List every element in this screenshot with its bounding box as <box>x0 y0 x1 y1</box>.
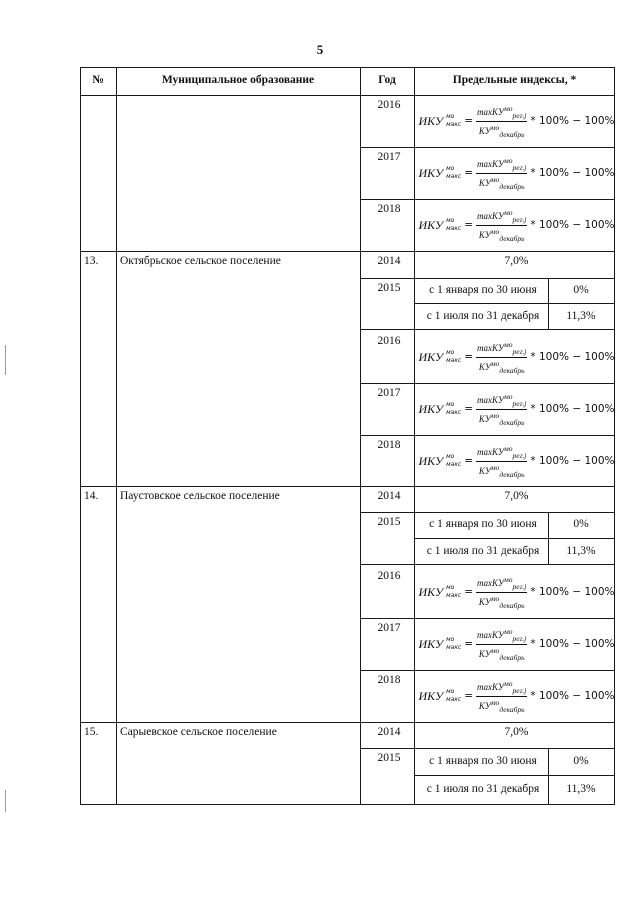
formula-numer-sub: рег.j <box>512 214 527 224</box>
formula-eq: = <box>464 219 474 231</box>
year-cell: 2016 <box>377 99 401 111</box>
formula-sup: мо <box>446 688 455 695</box>
formula-denom-sub: декабрь <box>499 181 525 191</box>
formula-denominator <box>479 410 525 428</box>
formula-numer-sub: рег.j <box>512 398 527 408</box>
formula-numer-sup: мо <box>503 626 513 636</box>
formula-numerator <box>476 443 527 462</box>
formula-lhs: ИКУ <box>418 113 444 128</box>
formula-numer-text: maxКУ <box>477 577 504 588</box>
formula-fraction <box>476 103 527 140</box>
formula-lhs-indices <box>446 217 461 233</box>
row-divider <box>360 435 615 436</box>
period-label: с 1 января по 30 июня <box>429 755 537 767</box>
formula-numerator <box>476 678 527 697</box>
formula-numer-sup: мо <box>503 155 513 165</box>
row-divider <box>360 199 615 200</box>
row-divider <box>360 564 615 565</box>
formula-sup: мо <box>446 349 455 356</box>
formula-lhs-indices <box>446 349 461 365</box>
formula-denom-sub: декабрь <box>499 365 525 375</box>
formula-lhs-indices <box>446 453 461 469</box>
formula-numer-text: maxКУ <box>477 681 504 692</box>
formula-denom-sup: мо <box>490 174 500 184</box>
period-value: 11,3% <box>566 545 596 557</box>
row-divider <box>414 775 615 776</box>
formula-lhs-indices <box>446 636 461 652</box>
formula-eq: = <box>464 638 474 650</box>
formula-numer-sub: рег.j <box>512 162 527 172</box>
formula-numerator <box>476 155 527 174</box>
formula-numer-sup: мо <box>503 443 513 453</box>
formula-eq: = <box>464 351 474 363</box>
period-value: 0% <box>573 284 589 296</box>
period-label: с 1 января по 30 июня <box>429 284 537 296</box>
formula-denom-sub: декабрь <box>499 233 525 243</box>
municipality-name: Октябрьское сельское поселение <box>120 255 281 267</box>
row-number: 14. <box>84 490 99 502</box>
index-formula <box>418 389 615 429</box>
row-divider <box>360 147 615 148</box>
formula-rhs: * 100% − 100% <box>530 167 615 179</box>
formula-denom-sup: мо <box>490 410 500 420</box>
row-divider <box>360 670 615 671</box>
formula-fraction <box>476 626 527 663</box>
formula-denom-sub: декабрь <box>499 600 525 610</box>
header-num: № <box>92 74 104 86</box>
formula-fraction <box>476 339 527 376</box>
year-cell: 2016 <box>377 570 401 582</box>
formula-denominator <box>479 226 525 244</box>
formula-sub: макс <box>446 173 462 180</box>
row-number: 15. <box>84 726 99 738</box>
header-municipality: Муниципальное образование <box>161 74 315 86</box>
formula-numer-sub: рег.j <box>512 450 527 460</box>
formula-sub: макс <box>446 461 462 468</box>
index-formula <box>418 441 615 481</box>
period-label: с 1 июля по 31 декабря <box>426 783 540 795</box>
formula-denom-sup: мо <box>490 645 500 655</box>
period-value: 11,3% <box>566 783 596 795</box>
formula-rhs: * 100% − 100% <box>530 115 615 127</box>
year-cell: 2015 <box>377 752 401 764</box>
index-value: 7,0% <box>504 490 529 502</box>
index-value: 7,0% <box>504 726 529 738</box>
formula-numer-text: maxКУ <box>477 210 504 221</box>
period-label: с 1 июля по 31 декабря <box>426 310 540 322</box>
row-divider <box>414 538 615 539</box>
formula-denominator <box>479 174 525 192</box>
formula-eq: = <box>464 586 474 598</box>
formula-denominator <box>479 358 525 376</box>
row-divider <box>360 278 615 279</box>
row-number: 13. <box>84 255 99 267</box>
formula-denom-sub: декабрь <box>499 469 525 479</box>
formula-denominator <box>479 593 525 611</box>
row-divider <box>360 512 615 513</box>
formula-denominator <box>479 697 525 715</box>
formula-lhs-indices <box>446 401 461 417</box>
index-table <box>80 67 615 805</box>
formula-numer-sup: мо <box>503 339 513 349</box>
formula-denom-text: КУ <box>478 125 491 136</box>
period-value: 0% <box>573 755 589 767</box>
formula-numer-sup: мо <box>503 574 513 584</box>
formula-rhs: * 100% − 100% <box>530 690 615 702</box>
formula-denominator <box>479 122 525 140</box>
formula-denom-text: КУ <box>478 361 491 372</box>
formula-rhs: * 100% − 100% <box>530 403 615 415</box>
formula-lhs-indices <box>446 688 461 704</box>
formula-lhs: ИКУ <box>418 349 444 364</box>
formula-sub: макс <box>446 409 462 416</box>
formula-denom-text: КУ <box>478 229 491 240</box>
formula-numer-sub: рег.j <box>512 110 527 120</box>
formula-lhs: ИКУ <box>418 636 444 651</box>
formula-numerator <box>476 103 527 122</box>
formula-numer-sub: рег.j <box>512 581 527 591</box>
year-cell: 2018 <box>377 203 401 215</box>
page-number: 5 <box>316 42 324 57</box>
formula-eq: = <box>464 403 474 415</box>
year-cell: 2017 <box>377 622 401 634</box>
formula-lhs-indices <box>446 113 461 129</box>
year-cell: 2017 <box>377 387 401 399</box>
row-divider <box>80 251 615 252</box>
formula-fraction <box>476 391 527 428</box>
formula-denom-text: КУ <box>478 700 491 711</box>
formula-sup: мо <box>446 453 455 460</box>
formula-rhs: * 100% − 100% <box>530 351 615 363</box>
col-divider-mun <box>360 67 361 805</box>
header-index: Предельные индексы, * <box>452 74 577 86</box>
formula-denom-sup: мо <box>490 122 500 132</box>
formula-numer-sup: мо <box>503 207 513 217</box>
formula-fraction <box>476 155 527 192</box>
formula-lhs: ИКУ <box>418 453 444 468</box>
formula-sub: макс <box>446 225 462 232</box>
formula-lhs: ИКУ <box>418 584 444 599</box>
table-border-left <box>80 67 81 805</box>
period-label: с 1 января по 30 июня <box>429 518 537 530</box>
index-formula <box>418 572 615 612</box>
period-value: 11,3% <box>566 310 596 322</box>
formula-sub: макс <box>446 357 462 364</box>
year-cell: 2018 <box>377 674 401 686</box>
formula-denominator <box>479 645 525 663</box>
formula-denom-sub: декабрь <box>499 652 525 662</box>
year-cell: 2014 <box>377 726 401 738</box>
formula-numer-text: maxКУ <box>477 629 504 640</box>
formula-denom-text: КУ <box>478 413 491 424</box>
formula-sub: макс <box>446 121 462 128</box>
table-border-top <box>80 67 615 68</box>
row-divider <box>414 303 615 304</box>
year-cell: 2017 <box>377 151 401 163</box>
scan-margin-mark <box>5 790 6 812</box>
formula-numer-text: maxКУ <box>477 106 504 117</box>
formula-sup: мо <box>446 113 455 120</box>
formula-numer-sup: мо <box>503 103 513 113</box>
municipality-name: Сарыевское сельское поселение <box>120 726 277 738</box>
row-divider <box>360 329 615 330</box>
formula-sub: макс <box>446 592 462 599</box>
formula-denom-sub: декабрь <box>499 129 525 139</box>
formula-rhs: * 100% − 100% <box>530 219 615 231</box>
formula-numer-sup: мо <box>503 678 513 688</box>
index-formula <box>418 337 615 377</box>
formula-fraction <box>476 678 527 715</box>
formula-lhs: ИКУ <box>418 217 444 232</box>
formula-numerator <box>476 574 527 593</box>
row-divider <box>360 618 615 619</box>
formula-denom-sup: мо <box>490 462 500 472</box>
row-divider <box>360 748 615 749</box>
formula-numer-sub: рег.j <box>512 633 527 643</box>
row-divider <box>80 486 615 487</box>
formula-lhs-indices <box>446 584 461 600</box>
formula-lhs-indices <box>446 165 461 181</box>
formula-numer-text: maxКУ <box>477 394 504 405</box>
index-formula <box>418 205 615 245</box>
index-formula <box>418 153 615 193</box>
formula-numer-sub: рег.j <box>512 685 527 695</box>
formula-eq: = <box>464 690 474 702</box>
formula-denom-sup: мо <box>490 593 500 603</box>
formula-lhs: ИКУ <box>418 401 444 416</box>
index-value: 7,0% <box>504 255 529 267</box>
formula-sup: мо <box>446 584 455 591</box>
header-divider <box>80 95 615 96</box>
formula-denom-sub: декабрь <box>499 704 525 714</box>
municipality-name: Паустовское сельское поселение <box>120 490 280 502</box>
formula-denom-text: КУ <box>478 648 491 659</box>
formula-numer-sub: рег.j <box>512 346 527 356</box>
formula-fraction <box>476 207 527 244</box>
year-cell: 2015 <box>377 282 401 294</box>
year-cell: 2014 <box>377 490 401 502</box>
formula-fraction <box>476 443 527 480</box>
formula-sup: мо <box>446 401 455 408</box>
formula-numerator <box>476 339 527 358</box>
formula-rhs: * 100% − 100% <box>530 586 615 598</box>
row-divider <box>80 722 615 723</box>
formula-denom-sup: мо <box>490 358 500 368</box>
period-value: 0% <box>573 518 589 530</box>
formula-sub: макс <box>446 644 462 651</box>
period-label: с 1 июля по 31 декабря <box>426 545 540 557</box>
year-cell: 2015 <box>377 516 401 528</box>
formula-eq: = <box>464 115 474 127</box>
year-cell: 2018 <box>377 439 401 451</box>
formula-sub: макс <box>446 696 462 703</box>
table-border-bottom <box>80 804 615 805</box>
col-divider-year <box>414 67 415 805</box>
row-divider <box>360 383 615 384</box>
formula-numerator <box>476 207 527 226</box>
formula-lhs: ИКУ <box>418 688 444 703</box>
formula-denom-sup: мо <box>490 226 500 236</box>
formula-eq: = <box>464 455 474 467</box>
header-year: Год <box>378 74 396 86</box>
formula-denom-text: КУ <box>478 465 491 476</box>
year-cell: 2014 <box>377 255 401 267</box>
index-formula <box>418 624 615 664</box>
formula-denom-text: КУ <box>478 177 491 188</box>
formula-rhs: * 100% − 100% <box>530 638 615 650</box>
formula-denominator <box>479 462 525 480</box>
formula-eq: = <box>464 167 474 179</box>
year-cell: 2016 <box>377 335 401 347</box>
formula-rhs: * 100% − 100% <box>530 455 615 467</box>
formula-numerator <box>476 626 527 645</box>
index-formula <box>418 101 615 141</box>
formula-numer-text: maxКУ <box>477 158 504 169</box>
formula-numer-sup: мо <box>503 391 513 401</box>
formula-numer-text: maxКУ <box>477 342 504 353</box>
formula-numer-text: maxКУ <box>477 446 504 457</box>
scan-margin-mark <box>5 345 6 375</box>
formula-sup: мо <box>446 217 455 224</box>
formula-sup: мо <box>446 636 455 643</box>
formula-sup: мо <box>446 165 455 172</box>
index-formula <box>418 676 615 716</box>
formula-fraction <box>476 574 527 611</box>
formula-denom-sub: декабрь <box>499 417 525 427</box>
formula-denom-text: КУ <box>478 596 491 607</box>
col-divider-num <box>116 67 117 805</box>
formula-lhs: ИКУ <box>418 165 444 180</box>
formula-numerator <box>476 391 527 410</box>
formula-denom-sup: мо <box>490 697 500 707</box>
